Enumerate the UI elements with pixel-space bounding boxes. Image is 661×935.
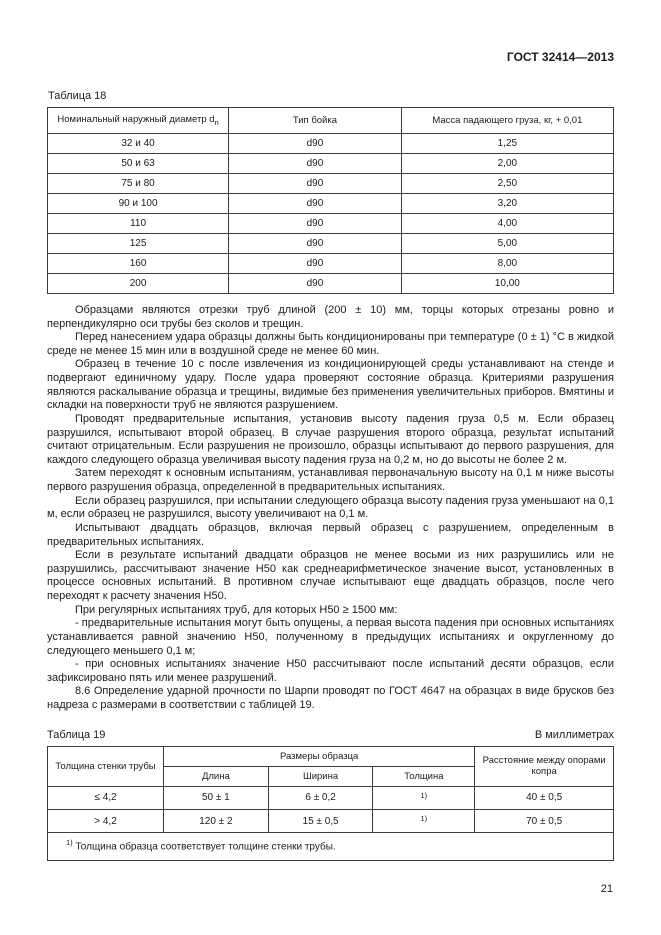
cell-thickness-ref [373, 786, 475, 809]
cell-diameter: 200 [48, 273, 229, 293]
footnote-ref: 1) [420, 790, 428, 800]
footnote-marker: 1) [66, 838, 73, 848]
cell-diameter: 125 [48, 233, 229, 253]
table-row [48, 213, 614, 233]
footnote-text: Толщина образца соответствует толщине стенки трубы. [72, 841, 336, 853]
header-specimen-dimensions: Размеры образца [164, 746, 475, 766]
header-falling-mass: Масса падающего груза, кг, + 0,01 [401, 108, 613, 134]
paragraph: Если в результате испытаний двадцати образцов не менее восьми из них разрушились или не разрушились, рассчитывают значение Н50 как среднеарифметическое значение высот, установленных в процессе основных испытаний. В противном случае испытывают еще двадцать образцов, после чего переходят к расчету значения Н50. [47, 549, 614, 603]
table19-caption: Таблица 19 [47, 728, 106, 741]
cell-width: 6 ± 0,2 [268, 786, 373, 809]
table-row [48, 809, 614, 832]
cell-wall: > 4,2 [48, 809, 164, 832]
cell-diameter: 75 и 80 [48, 173, 229, 193]
table-19 [47, 746, 614, 861]
paragraph: Испытывают двадцать образцов, включая первый образец с разрушением, определенным в предварительных испытаниях. [47, 521, 614, 548]
header-width: Ширина [268, 766, 373, 786]
header-length: Длина [164, 766, 269, 786]
cell-striker: d90 [229, 253, 402, 273]
cell-striker: d90 [229, 233, 402, 253]
paragraph: Затем переходят к основным испытаниям, устанавливая первоначальную высоту на 0,1 м ниже высоты первого разрушения образца, определенной в предварительных испытаниях. [47, 467, 614, 494]
cell-striker: d90 [229, 173, 402, 193]
table-row [48, 193, 614, 213]
table19-units-note: В миллиметрах [534, 728, 614, 741]
cell-mass: 3,20 [401, 193, 613, 213]
table-footnote-row [48, 833, 614, 860]
table-row [48, 233, 614, 253]
footnote-ref: 1) [420, 813, 428, 823]
header-striker-type: Тип бойка [229, 108, 402, 134]
header-nominal-diameter-text: Номинальный наружный диаметр d [57, 114, 215, 125]
cell-mass: 10,00 [401, 273, 613, 293]
cell-striker: d90 [229, 213, 402, 233]
paragraph-list-item: - предварительные испытания могут быть опущены, а первая высота падения при основных испытаниях устанавливается равной значению Н50, полученному в предыдущих испытаниях и округленному до следующего меньшего 0,1 м; [47, 617, 614, 657]
table-header-row [48, 746, 614, 766]
paragraph: При регулярных испытаниях труб, для которых Н50 ≥ 1500 мм: [75, 603, 398, 616]
table18-caption: Таблица 18 [48, 90, 107, 102]
cell-wall: ≤ 4,2 [48, 786, 164, 809]
cell-mass: 2,00 [401, 153, 613, 173]
table-row [48, 786, 614, 809]
table-row [48, 153, 614, 173]
paragraph: Если образец разрушился, при испытании следующего образца высоту падения груза уменьшают на 0,1 м, если образец не разрушился, высоту увеличивают на 0,1 м. [47, 494, 614, 521]
diameter-subscript: n [214, 117, 219, 127]
body-text [47, 304, 614, 713]
table-header-row [48, 108, 614, 134]
cell-span: 70 ± 0,5 [475, 809, 614, 832]
paragraph-list-item: - при основных испытаниях значение Н50 рассчитывают после испытаний десяти образцов, если зафиксировано пять или менее разрушений. [47, 658, 614, 684]
cell-diameter: 50 и 63 [48, 153, 229, 173]
cell-mass: 2,50 [401, 173, 613, 193]
cell-striker: d90 [229, 193, 402, 213]
cell-mass: 8,00 [401, 253, 613, 273]
cell-mass: 4,00 [401, 213, 613, 233]
cell-diameter: 32 и 40 [48, 133, 229, 153]
cell-thickness-ref [373, 809, 475, 832]
cell-striker: d90 [229, 273, 402, 293]
cell-striker: d90 [229, 133, 402, 153]
document-code: ГОСТ 32414—2013 [506, 50, 614, 64]
cell-mass: 1,25 [401, 133, 613, 153]
cell-length: 120 ± 2 [164, 809, 269, 832]
table-row [48, 133, 614, 153]
table-18 [47, 107, 614, 294]
table-row [48, 253, 614, 273]
cell-length: 50 ± 1 [164, 786, 269, 809]
cell-width: 15 ± 0,5 [268, 809, 373, 832]
table19-caption-row [47, 729, 614, 741]
cell-striker: d90 [229, 153, 402, 173]
table-row [48, 173, 614, 193]
table19-footnote [48, 833, 614, 860]
cell-span: 40 ± 0,5 [475, 786, 614, 809]
paragraph: Образец в течение 10 с после извлечения из кондиционирующей среды устанавливают на стенде и подвергают единичному удару. После удара проверяют состояние образца. Критериями разрушения являются раскалывание образца и трещины, видимые без применения увеличительных приборов. Вмятины и складки на поверхности труб не являются разрушением. [47, 358, 614, 412]
header-support-distance: Расстояние между опорами копра [475, 746, 614, 786]
paragraph-section-8-6: 8.6 Определение ударной прочности по Шарпи проводят по ГОСТ 4647 на образцах в виде брусков без надреза с размерами в соответствии с таблицей 19. [47, 685, 614, 712]
header-thickness: Толщина [373, 766, 475, 786]
cell-diameter: 110 [48, 213, 229, 233]
header-nominal-diameter [48, 108, 229, 134]
table-row [48, 273, 614, 293]
cell-diameter: 90 и 100 [48, 193, 229, 213]
paragraph: Образцами являются отрезки труб длиной (200 ± 10) мм, торцы которых отрезаны ровно и перпендикулярно оси трубы без сколов и трещин. [47, 303, 614, 330]
cell-mass: 5,00 [401, 233, 613, 253]
paragraph: Перед нанесением удара образцы должны быть кондиционированы при температуре (0 ± 1) °С в жидкой среде не менее 15 мин или в воздушной среде не менее 60 мин. [47, 331, 614, 357]
header-wall-thickness: Толщина стенки трубы [48, 746, 164, 786]
page-number: 21 [600, 882, 613, 895]
paragraph: Проводят предварительные испытания, установив высоту падения груза 0,5 м. Если образец разрушился, испытывают второй образец. В случае разрушения второго образца, результат испытаний считают отрицательным. Если разрушения не произошло, образцы испытывают до первого разрушения, для каждого следующего образца увеличивая высоту падения груза на 0,2 м, но до высоты не более 2 м. [47, 412, 614, 466]
cell-diameter: 160 [48, 253, 229, 273]
